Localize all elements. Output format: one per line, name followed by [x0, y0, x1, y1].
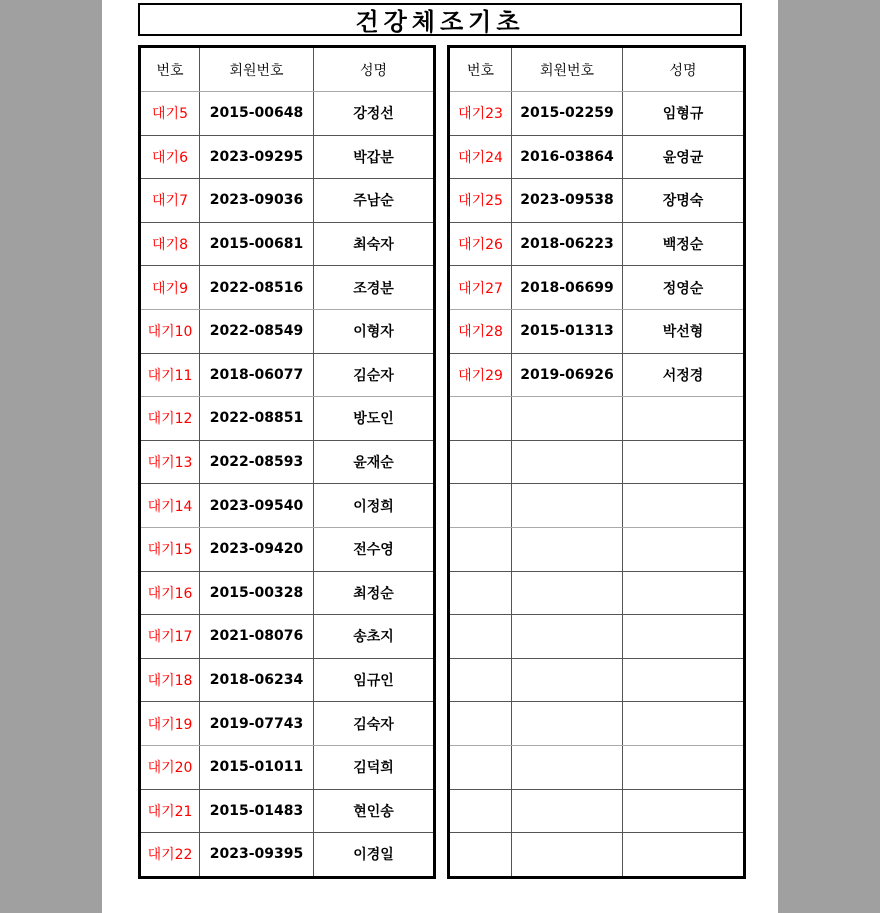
table-row [140, 833, 435, 878]
member-id-cell: 2018-06699 [512, 266, 623, 310]
header-member-id: 회원번호 [200, 47, 314, 92]
waitlist-number-cell [449, 833, 512, 878]
member-id-cell: 2018-06077 [200, 353, 314, 397]
waitlist-number-cell: 대기8 [140, 222, 200, 266]
waitlist-number-cell [449, 615, 512, 659]
member-name-cell: 정영순 [623, 266, 745, 310]
member-id-cell: 2022-08549 [200, 309, 314, 353]
waitlist-table-right [447, 45, 746, 879]
table-row [140, 527, 435, 571]
member-id-cell: 2015-00648 [200, 92, 314, 136]
waitlist-number-cell [449, 789, 512, 833]
waitlist-number-cell: 대기18 [140, 658, 200, 702]
member-name-cell: 김숙자 [314, 702, 435, 746]
member-name-cell [623, 571, 745, 615]
member-id-cell: 2019-07743 [200, 702, 314, 746]
table-row [140, 222, 435, 266]
table-row [449, 484, 745, 528]
table-row [449, 135, 745, 179]
member-id-cell: 2015-01313 [512, 309, 623, 353]
waitlist-number-cell: 대기16 [140, 571, 200, 615]
member-name-cell: 조경분 [314, 266, 435, 310]
waitlist-number-cell [449, 571, 512, 615]
member-id-cell: 2015-00681 [200, 222, 314, 266]
member-id-cell [512, 571, 623, 615]
member-id-cell [512, 789, 623, 833]
member-name-cell: 장명숙 [623, 179, 745, 223]
waitlist-number-cell: 대기6 [140, 135, 200, 179]
member-name-cell [623, 745, 745, 789]
table-row [140, 440, 435, 484]
member-name-cell: 최숙자 [314, 222, 435, 266]
table-row [140, 266, 435, 310]
table-row [140, 658, 435, 702]
waitlist-number-cell: 대기17 [140, 615, 200, 659]
member-id-cell [512, 527, 623, 571]
member-id-cell: 2022-08593 [200, 440, 314, 484]
document-page [102, 0, 778, 913]
table-row [449, 571, 745, 615]
member-name-cell: 방도인 [314, 397, 435, 441]
waitlist-number-cell: 대기26 [449, 222, 512, 266]
member-name-cell: 임형규 [623, 92, 745, 136]
member-id-cell [512, 397, 623, 441]
table-row [449, 833, 745, 878]
member-id-cell: 2023-09036 [200, 179, 314, 223]
waitlist-number-cell [449, 658, 512, 702]
table-row [449, 440, 745, 484]
waitlist-number-cell: 대기20 [140, 745, 200, 789]
member-id-cell [512, 440, 623, 484]
waitlist-number-cell: 대기28 [449, 309, 512, 353]
table-row [140, 571, 435, 615]
table-row [449, 309, 745, 353]
member-id-cell: 2023-09538 [512, 179, 623, 223]
header-number: 번호 [449, 47, 512, 92]
member-id-cell: 2015-02259 [512, 92, 623, 136]
table-row [449, 266, 745, 310]
table-row [449, 615, 745, 659]
table-row [449, 179, 745, 223]
waitlist-number-cell: 대기9 [140, 266, 200, 310]
waitlist-number-cell: 대기21 [140, 789, 200, 833]
waitlist-number-cell: 대기29 [449, 353, 512, 397]
member-id-cell: 2015-00328 [200, 571, 314, 615]
waitlist-table-left [138, 45, 436, 879]
member-name-cell [623, 440, 745, 484]
table-row [449, 353, 745, 397]
member-name-cell [623, 789, 745, 833]
member-id-cell: 2022-08851 [200, 397, 314, 441]
waitlist-number-cell [449, 527, 512, 571]
member-name-cell [623, 702, 745, 746]
member-id-cell: 2016-03864 [512, 135, 623, 179]
waitlist-number-cell: 대기13 [140, 440, 200, 484]
member-name-cell: 박갑분 [314, 135, 435, 179]
table-row [449, 397, 745, 441]
member-name-cell [623, 615, 745, 659]
table-row [449, 789, 745, 833]
table-row [140, 615, 435, 659]
table-row [449, 92, 745, 136]
member-id-cell: 2023-09295 [200, 135, 314, 179]
member-name-cell: 김순자 [314, 353, 435, 397]
member-name-cell: 윤재순 [314, 440, 435, 484]
member-id-cell: 2023-09395 [200, 833, 314, 878]
member-name-cell [623, 484, 745, 528]
member-id-cell: 2019-06926 [512, 353, 623, 397]
waitlist-number-cell [449, 484, 512, 528]
member-name-cell: 주남순 [314, 179, 435, 223]
waitlist-number-cell: 대기7 [140, 179, 200, 223]
member-id-cell: 2022-08516 [200, 266, 314, 310]
table-row [140, 353, 435, 397]
waitlist-number-cell [449, 397, 512, 441]
waitlist-number-cell: 대기10 [140, 309, 200, 353]
member-id-cell [512, 745, 623, 789]
member-name-cell [623, 397, 745, 441]
member-name-cell [623, 658, 745, 702]
table-row [140, 789, 435, 833]
member-id-cell [512, 702, 623, 746]
header-name: 성명 [623, 47, 745, 92]
table-row [140, 135, 435, 179]
header-member-id: 회원번호 [512, 47, 623, 92]
member-name-cell: 백정순 [623, 222, 745, 266]
member-id-cell: 2023-09420 [200, 527, 314, 571]
member-name-cell: 강정선 [314, 92, 435, 136]
waitlist-number-cell: 대기27 [449, 266, 512, 310]
header-row [449, 47, 745, 92]
member-name-cell [623, 833, 745, 878]
waitlist-number-cell: 대기5 [140, 92, 200, 136]
member-name-cell [623, 527, 745, 571]
table-row [140, 92, 435, 136]
member-id-cell: 2015-01011 [200, 745, 314, 789]
waitlist-number-cell: 대기11 [140, 353, 200, 397]
table-row [140, 702, 435, 746]
member-id-cell [512, 615, 623, 659]
waitlist-number-cell: 대기23 [449, 92, 512, 136]
member-id-cell [512, 484, 623, 528]
table-row [140, 745, 435, 789]
waitlist-number-cell: 대기12 [140, 397, 200, 441]
member-id-cell: 2023-09540 [200, 484, 314, 528]
member-name-cell: 전수영 [314, 527, 435, 571]
table-row [140, 397, 435, 441]
member-name-cell: 송초지 [314, 615, 435, 659]
table-row [140, 179, 435, 223]
table-row [449, 222, 745, 266]
member-id-cell: 2018-06223 [512, 222, 623, 266]
waitlist-number-cell: 대기25 [449, 179, 512, 223]
table-row [449, 658, 745, 702]
member-name-cell: 윤영균 [623, 135, 745, 179]
member-name-cell: 이경일 [314, 833, 435, 878]
member-name-cell: 김덕희 [314, 745, 435, 789]
header-number: 번호 [140, 47, 200, 92]
waitlist-number-cell [449, 702, 512, 746]
header-name: 성명 [314, 47, 435, 92]
waitlist-number-cell: 대기22 [140, 833, 200, 878]
member-id-cell: 2021-08076 [200, 615, 314, 659]
member-name-cell: 박선형 [623, 309, 745, 353]
table-row [449, 527, 745, 571]
table-row [449, 745, 745, 789]
document-title: 건강체조기초 [138, 3, 742, 36]
waitlist-number-cell [449, 745, 512, 789]
waitlist-number-cell: 대기24 [449, 135, 512, 179]
member-id-cell [512, 658, 623, 702]
member-name-cell: 이형자 [314, 309, 435, 353]
table-row [449, 702, 745, 746]
member-name-cell: 이정희 [314, 484, 435, 528]
waitlist-number-cell: 대기19 [140, 702, 200, 746]
waitlist-number-cell: 대기14 [140, 484, 200, 528]
table-row [140, 484, 435, 528]
waitlist-number-cell [449, 440, 512, 484]
member-id-cell: 2018-06234 [200, 658, 314, 702]
waitlist-number-cell: 대기15 [140, 527, 200, 571]
member-name-cell: 서정경 [623, 353, 745, 397]
table-row [140, 309, 435, 353]
member-id-cell: 2015-01483 [200, 789, 314, 833]
member-name-cell: 현인송 [314, 789, 435, 833]
member-name-cell: 최정순 [314, 571, 435, 615]
member-id-cell [512, 833, 623, 878]
member-name-cell: 임규인 [314, 658, 435, 702]
header-row [140, 47, 435, 92]
